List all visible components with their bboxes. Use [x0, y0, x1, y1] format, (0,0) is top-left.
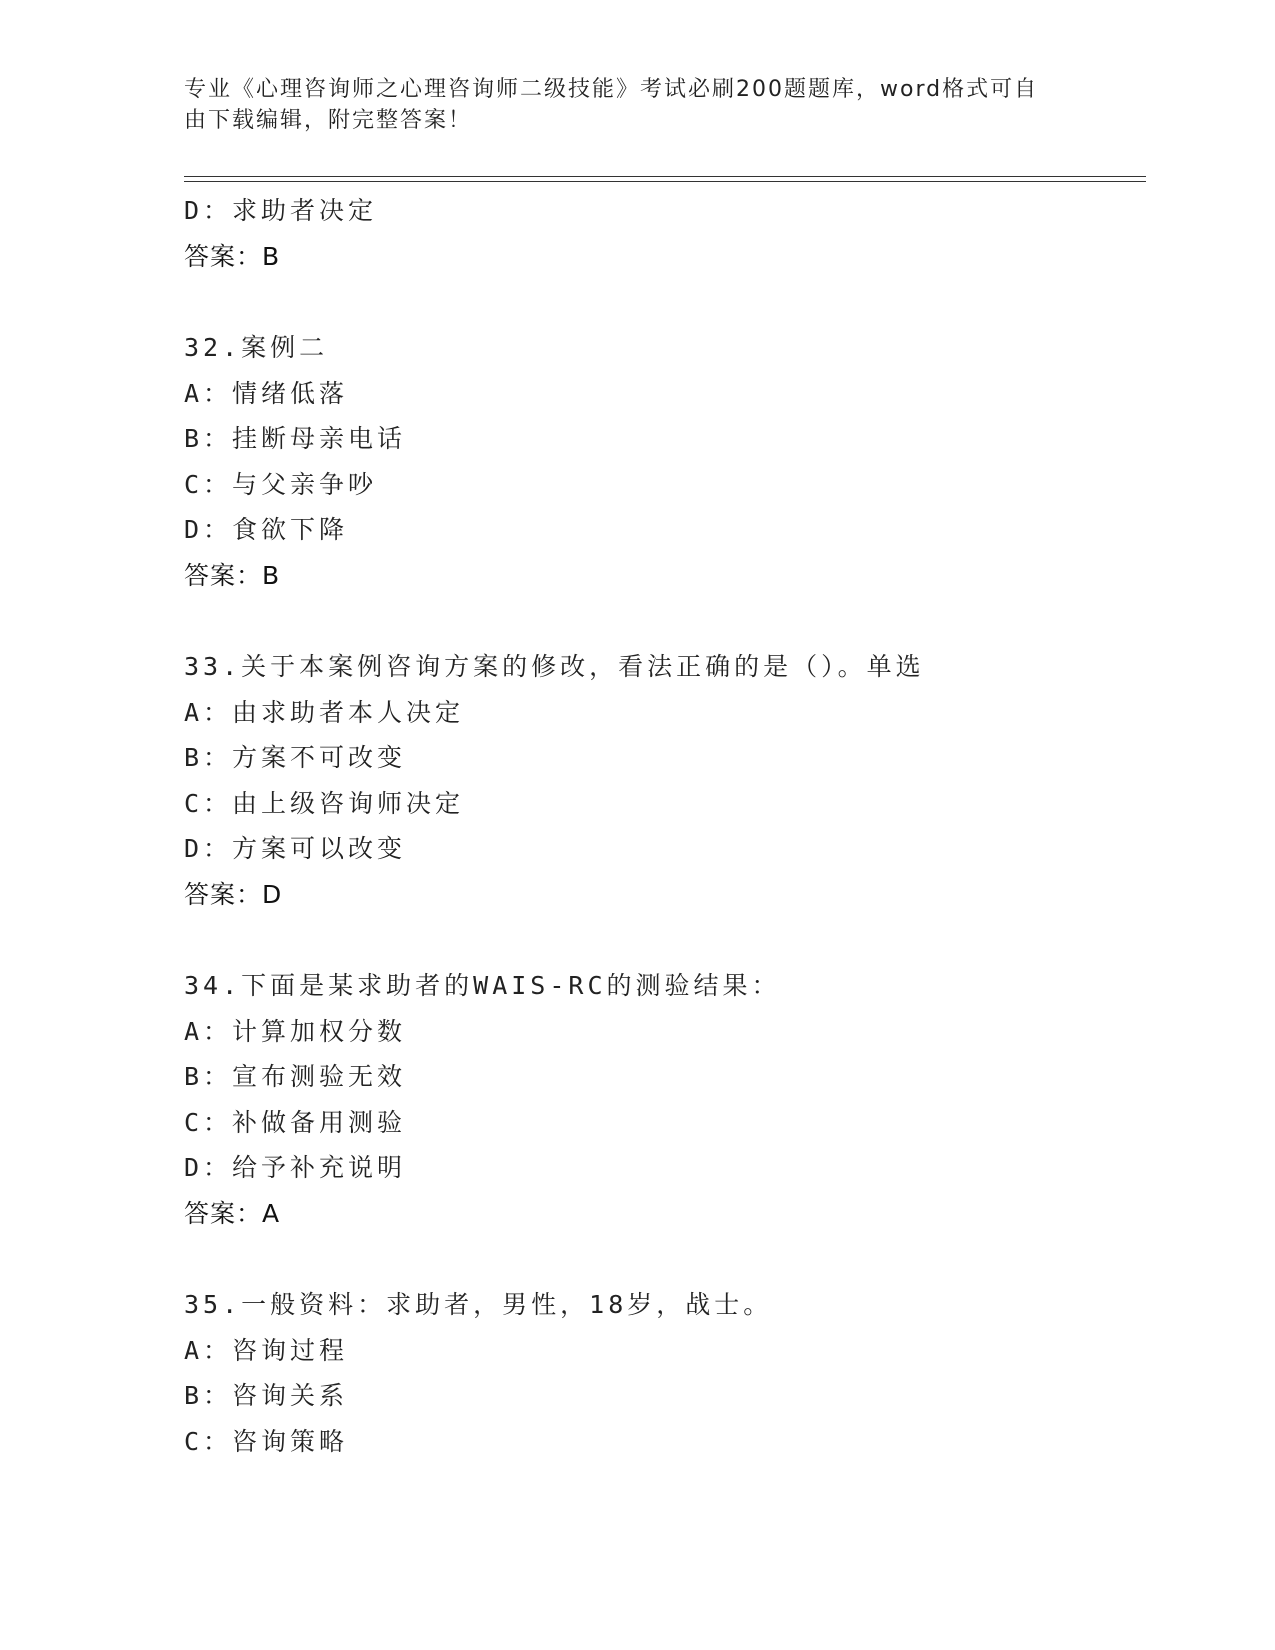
question-stem: 33.关于本案例咨询方案的修改，看法正确的是（）。单选 — [184, 652, 925, 681]
question-stem: 32.案例二 — [184, 333, 329, 362]
option-c: C：由上级咨询师决定 — [184, 788, 465, 818]
option-c: C：补做备用测验 — [184, 1107, 407, 1137]
question-33 — [184, 644, 1144, 917]
option-b: B：咨询关系 — [184, 1381, 349, 1410]
question-stem: 35.一般资料：求助者，男性，18岁，战士。 — [184, 1290, 773, 1319]
option-a: A：由求助者本人决定 — [184, 697, 465, 727]
option-d: D：方案可以改变 — [184, 834, 407, 863]
spacer — [184, 598, 1144, 644]
answer-line: 答案：B — [184, 241, 281, 271]
previous-question-tail — [184, 188, 1144, 279]
question-stem: 34.下面是某求助者的WAIS-RC的测验结果： — [184, 971, 781, 1000]
answer-line: 答案：B — [184, 560, 281, 590]
option-b: B：方案不可改变 — [184, 743, 407, 772]
option-d: D：给予补充说明 — [184, 1153, 407, 1182]
question-35 — [184, 1282, 1144, 1464]
option-c: C：与父亲争吵 — [184, 469, 378, 499]
spacer — [184, 1236, 1144, 1282]
header-line-2: 由下载编辑，附完整答案！ — [184, 108, 473, 133]
option-d: D：求助者决定 — [184, 196, 378, 225]
answer-line: 答案：D — [184, 879, 283, 909]
header-rule-top — [184, 176, 1146, 177]
option-a: A：情绪低落 — [184, 378, 349, 408]
answer-line: 答案：A — [184, 1198, 281, 1228]
spacer — [184, 279, 1144, 325]
option-a: A：咨询过程 — [184, 1335, 349, 1365]
document-header — [184, 74, 1054, 136]
header-line-1: 专业《心理咨询师之心理咨询师二级技能》考试必刷200题题库，word格式可自 — [184, 77, 1039, 102]
option-a: A：计算加权分数 — [184, 1016, 407, 1046]
option-d: D：食欲下降 — [184, 515, 349, 544]
header-rule-bottom — [184, 181, 1146, 182]
option-b: B：宣布测验无效 — [184, 1062, 407, 1091]
option-b: B：挂断母亲电话 — [184, 424, 407, 453]
question-32 — [184, 325, 1144, 598]
option-c: C：咨询策略 — [184, 1426, 349, 1456]
question-34 — [184, 963, 1144, 1236]
document-body — [184, 188, 1144, 1464]
spacer — [184, 917, 1144, 963]
